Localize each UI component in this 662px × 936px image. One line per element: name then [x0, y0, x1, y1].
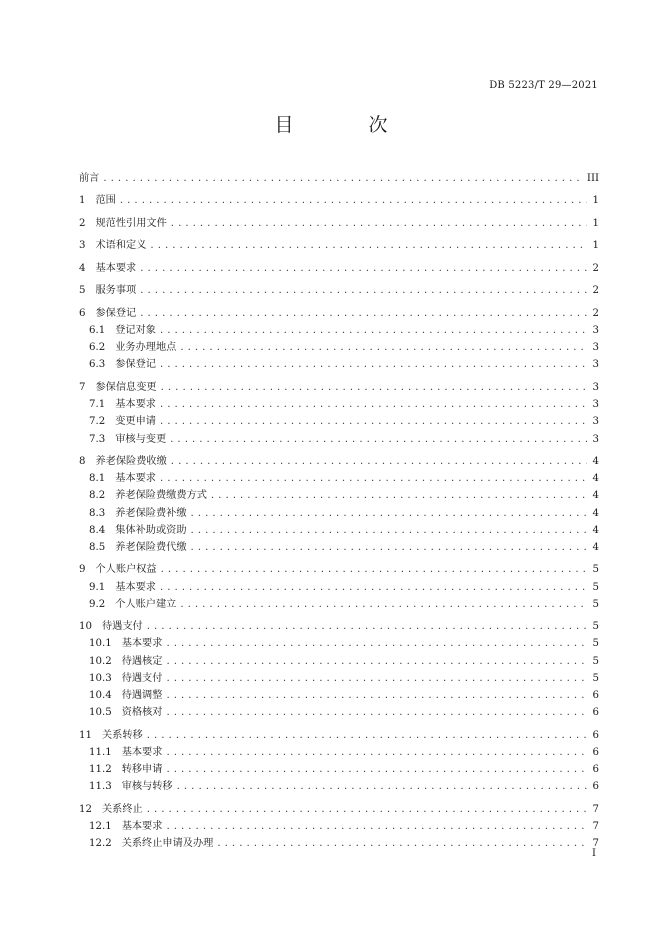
toc-entry-number: 10 — [79, 621, 92, 633]
toc-leader-dots — [166, 744, 587, 761]
toc-entry-number: 10.5 — [89, 707, 112, 719]
toc-entry-page: 5 — [592, 564, 599, 576]
toc-entry-label: 待遇支付 — [101, 621, 143, 633]
toc-leader-dots — [166, 761, 587, 778]
toc-leader-dots — [166, 670, 587, 687]
toc-leader-dots — [160, 579, 587, 596]
toc-entry-label: 基本要求 — [121, 746, 163, 758]
toc-entry-label: 参保信息变更 — [95, 381, 157, 393]
toc-entry[interactable] — [79, 215, 599, 232]
toc-entry-page: 6 — [592, 729, 599, 741]
toc-entry-page: 3 — [592, 433, 599, 445]
toc-entry-label: 个人账户权益 — [95, 564, 157, 576]
toc-entry-page: 7 — [592, 838, 599, 850]
toc-entry-number: 1 — [79, 195, 86, 207]
toc-entry[interactable] — [79, 835, 599, 852]
toc-entry[interactable] — [79, 356, 599, 373]
toc-leader-dots — [217, 835, 587, 852]
toc-leader-dots — [191, 522, 587, 539]
toc-entry-page: 4 — [592, 507, 599, 519]
toc-entry-page: 4 — [592, 473, 599, 485]
toc-leader-dots — [103, 170, 583, 187]
toc-entry-label: 基本要求 — [95, 262, 137, 274]
toc-entry[interactable] — [79, 453, 599, 470]
document-code: DB 5223/T 29—2021 — [489, 80, 598, 91]
toc-entry-label: 基本要求 — [121, 820, 163, 832]
toc-entry-number: 10.4 — [89, 690, 112, 702]
toc-leader-dots — [171, 453, 587, 470]
toc-leader-dots — [166, 818, 587, 835]
toc-entry-label: 个人账户建立 — [115, 598, 177, 610]
toc-entry-number: 8 — [79, 456, 86, 467]
toc-entry-label: 养老保险费缴费方式 — [115, 490, 207, 502]
toc-leader-dots — [160, 396, 587, 413]
toc-entry[interactable] — [79, 778, 599, 795]
toc-entry-number: 2 — [79, 217, 86, 229]
toc-entry-page: III — [586, 173, 599, 184]
toc-leader-dots — [191, 505, 587, 522]
toc-entry-label: 基本要求 — [115, 399, 156, 411]
toc-leader-dots — [171, 215, 587, 232]
toc-entry-label: 养老保险费收缴 — [95, 456, 167, 467]
toc-leader-dots — [140, 260, 587, 277]
toc-entry-page: 5 — [592, 672, 599, 684]
toc-entry-number: 8.1 — [89, 473, 106, 485]
toc-entry[interactable] — [79, 704, 599, 721]
toc-entry-number: 9.2 — [89, 598, 106, 610]
toc-entry[interactable] — [79, 170, 599, 187]
toc-entry-number: 9 — [79, 564, 86, 576]
toc-entry-label: 关系转移 — [101, 729, 143, 741]
toc-entry-label: 关系终止申请及办理 — [121, 838, 214, 850]
toc-entry-label: 资格核对 — [121, 707, 163, 719]
toc-entry-label: 待遇调整 — [121, 690, 163, 702]
toc-leader-dots — [191, 539, 587, 556]
toc-leader-dots — [147, 801, 587, 818]
toc-entry-page: 1 — [592, 217, 599, 229]
toc-leader-dots — [211, 487, 587, 504]
toc-leader-dots — [180, 596, 587, 613]
toc-entry-number: 6.1 — [89, 325, 106, 337]
toc-entry[interactable] — [79, 379, 599, 396]
toc-entry-page: 4 — [592, 524, 599, 536]
toc-entry-number: 12 — [79, 803, 92, 815]
toc-entry-number: 7.1 — [89, 399, 106, 411]
toc-entry-number: 9.1 — [89, 581, 106, 593]
toc-entry-page: 2 — [592, 307, 599, 319]
toc-entry-page: 4 — [592, 541, 599, 553]
toc-leader-dots — [140, 282, 587, 299]
toc-leader-dots — [140, 305, 587, 322]
toc-entry-label: 养老保险费代缴 — [115, 541, 187, 553]
toc-entry-page: 5 — [592, 598, 599, 610]
toc-entry-page: 6 — [592, 764, 599, 776]
toc-leader-dots — [120, 192, 587, 209]
toc-entry-number: 6.2 — [89, 342, 106, 354]
toc-entry-number: 12.2 — [89, 838, 112, 850]
toc-entry[interactable] — [79, 505, 599, 522]
toc-entry-number: 6 — [79, 307, 86, 319]
toc-entry[interactable] — [79, 596, 599, 613]
toc-entry[interactable] — [79, 761, 599, 778]
toc-leader-dots — [161, 561, 587, 578]
toc-entry-page: 7 — [592, 803, 599, 815]
toc-entry-number: 7.3 — [89, 433, 106, 445]
toc-leader-dots — [147, 618, 587, 635]
toc-entry-label: 转移申请 — [121, 764, 163, 776]
toc-leader-dots — [166, 653, 587, 670]
toc-entry-number: 8.2 — [89, 490, 106, 502]
toc-entry-page: 6 — [592, 690, 599, 702]
toc-leader-dots — [166, 687, 587, 704]
toc-leader-dots — [166, 635, 587, 652]
toc-entry[interactable] — [79, 413, 599, 430]
toc-entry-label: 待遇核定 — [121, 655, 163, 667]
toc-entry-number: 8.3 — [89, 507, 106, 519]
toc-entry[interactable] — [79, 687, 599, 704]
toc-entry-page: 7 — [592, 820, 599, 832]
toc-entry-label: 登记对象 — [115, 325, 156, 337]
toc-entry[interactable] — [79, 727, 599, 744]
toc-entry-label: 基本要求 — [121, 638, 163, 650]
toc-entry[interactable] — [79, 539, 599, 556]
toc-entry[interactable] — [79, 561, 599, 578]
toc-entry-page: 2 — [592, 285, 599, 297]
toc-entry-label: 基本要求 — [115, 473, 156, 485]
toc-entry[interactable] — [79, 305, 599, 322]
toc-leader-dots — [160, 413, 587, 430]
toc-entry-label: 业务办理地点 — [115, 342, 177, 354]
toc-entry-label: 规范性引用文件 — [95, 217, 167, 229]
toc-entry-page: 3 — [592, 416, 599, 428]
toc-entry-number: 8.4 — [89, 524, 106, 536]
toc-entry-number: 11.1 — [89, 746, 112, 758]
toc-leader-dots — [160, 322, 587, 339]
toc-entry-number: 11.3 — [89, 781, 112, 793]
toc-entry[interactable] — [79, 260, 599, 277]
toc-entry-page: 4 — [592, 490, 599, 502]
toc-entry-number: 6.3 — [89, 359, 106, 371]
toc-entry[interactable] — [79, 396, 599, 413]
toc-entry[interactable] — [79, 653, 599, 670]
toc-entry-page: 4 — [592, 456, 599, 467]
toc-entry-page: 1 — [592, 240, 599, 252]
toc-leader-dots — [170, 431, 587, 448]
toc-entry-page: 3 — [592, 399, 599, 411]
toc-entry-page: 5 — [592, 638, 599, 650]
toc-entry-page: 5 — [592, 621, 599, 633]
toc-entry-number: 5 — [79, 285, 86, 297]
toc-leader-dots — [177, 778, 587, 795]
toc-entry-page: 3 — [592, 342, 599, 354]
toc-entry-number: 10.3 — [89, 672, 112, 684]
toc-entry-label: 基本要求 — [115, 581, 156, 593]
toc-entry-page: 3 — [592, 359, 599, 371]
toc-entry-page: 5 — [592, 581, 599, 593]
toc-entry-label: 参保登记 — [95, 307, 137, 319]
toc-leader-dots — [180, 339, 587, 356]
toc-entry-label: 审核与变更 — [115, 433, 167, 445]
toc-entry-page: 1 — [592, 195, 599, 207]
toc-entry-label: 变更申请 — [115, 416, 156, 428]
toc-leader-dots — [160, 470, 587, 487]
toc-leader-dots — [160, 356, 587, 373]
toc-entry-number: 4 — [79, 262, 86, 274]
toc-entry-label: 集体补助或资助 — [115, 524, 187, 536]
toc-entry[interactable] — [79, 579, 599, 596]
page-title: 目 次 — [274, 114, 416, 136]
toc-entry-label: 关系终止 — [101, 803, 143, 815]
toc-entry-page: 6 — [592, 781, 599, 793]
toc-entry[interactable] — [79, 670, 599, 687]
toc-entry[interactable] — [79, 618, 599, 635]
toc-entry[interactable] — [79, 744, 599, 761]
toc-entry[interactable] — [79, 322, 599, 339]
toc-entry-label: 待遇支付 — [121, 672, 163, 684]
toc-leader-dots — [166, 704, 587, 721]
toc-entry-number: 8.5 — [89, 541, 106, 553]
toc-entry-page: 3 — [592, 325, 599, 337]
toc-entry-number: 11.2 — [89, 764, 112, 776]
toc-entry-number: 12.1 — [89, 820, 112, 832]
toc-entry[interactable] — [79, 470, 599, 487]
toc-entry[interactable] — [79, 237, 599, 254]
toc-entry-page: 3 — [592, 381, 599, 393]
toc-leader-dots — [161, 379, 587, 396]
toc-entry-number: 11 — [79, 729, 92, 741]
toc-entry-number: 7 — [79, 381, 86, 393]
toc-entry[interactable] — [79, 192, 599, 209]
toc-entry-label: 养老保险费补缴 — [115, 507, 187, 519]
toc-entry-label: 范围 — [95, 195, 116, 207]
toc-entry-page: 5 — [592, 655, 599, 667]
toc-entry-page: 6 — [592, 707, 599, 719]
toc-entry-page: 6 — [592, 746, 599, 758]
toc-entry-label: 前言 — [79, 173, 100, 184]
toc-entry[interactable] — [79, 522, 599, 539]
toc-entry[interactable] — [79, 339, 599, 356]
toc-entry-label: 审核与转移 — [121, 781, 173, 793]
toc-entry[interactable] — [79, 431, 599, 448]
toc-entry-number: 3 — [79, 240, 86, 252]
toc-entry-label: 参保登记 — [115, 359, 156, 371]
toc-entry-number: 10.1 — [89, 638, 112, 650]
toc-entry[interactable] — [79, 818, 599, 835]
page-number: I — [592, 848, 596, 859]
toc-leader-dots — [147, 727, 587, 744]
toc-entry[interactable] — [79, 282, 599, 299]
toc-entry-number: 7.2 — [89, 416, 106, 428]
toc-entry-number: 10.2 — [89, 655, 112, 667]
toc-entry-label: 术语和定义 — [95, 240, 147, 252]
toc-leader-dots — [150, 237, 587, 254]
toc-entry[interactable] — [79, 801, 599, 818]
toc-entry[interactable] — [79, 487, 599, 504]
toc-entry-label: 服务事项 — [95, 285, 137, 297]
table-of-contents — [79, 170, 599, 852]
toc-entry-page: 2 — [592, 262, 599, 274]
toc-entry[interactable] — [79, 635, 599, 652]
